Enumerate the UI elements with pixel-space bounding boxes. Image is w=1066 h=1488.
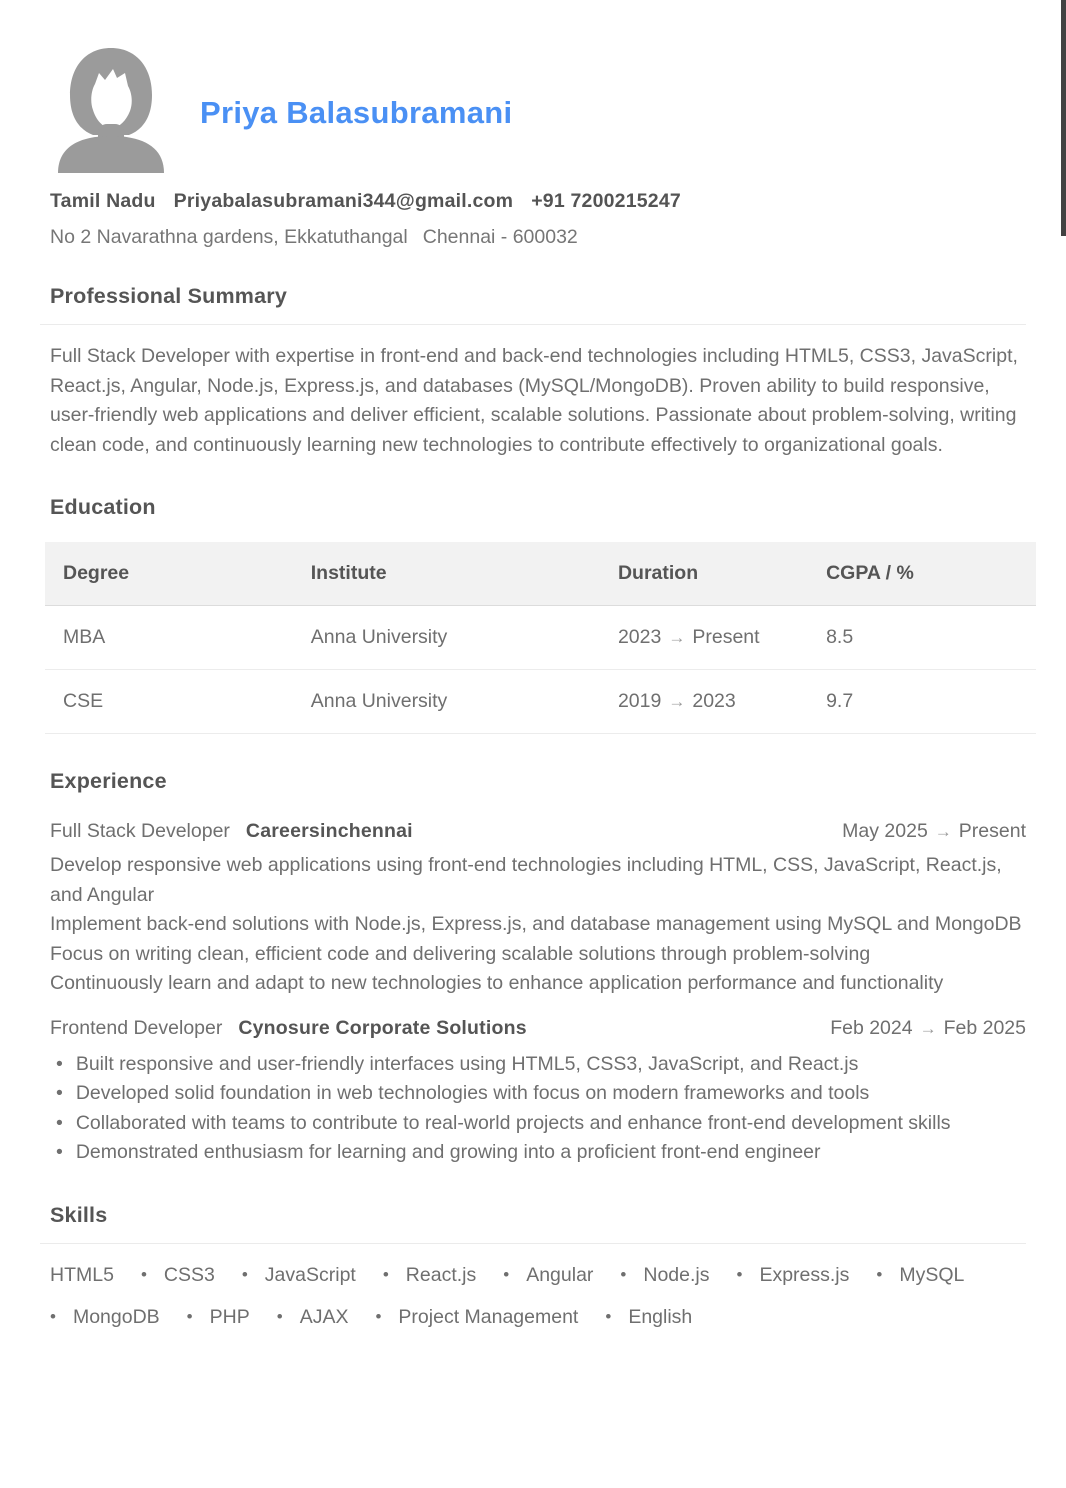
bullet-separator-icon: • — [503, 1265, 510, 1284]
bullet-icon: • — [56, 1141, 63, 1163]
skill-item — [141, 1264, 215, 1287]
job-line: Implement back-end solutions with Node.js, Express.js, and database management using MySQL and MongoDB — [50, 913, 1022, 935]
cgpa-cell: 9.7 — [826, 690, 854, 712]
summary-heading: Professional Summary — [50, 284, 288, 308]
education-header-row — [45, 542, 1036, 606]
skill-item — [242, 1264, 356, 1287]
duration-end: Present — [692, 626, 760, 648]
job-line: Continuously learn and adapt to new technologies to enhance application performance and functionality — [50, 972, 944, 994]
education-table — [45, 542, 1036, 734]
col-degree: Degree — [45, 542, 293, 606]
job-header — [50, 1017, 1026, 1040]
location-text: Tamil Nadu — [50, 190, 156, 212]
job-header — [50, 820, 1026, 843]
duration-start: 2023 — [617, 626, 662, 648]
bullet-separator-icon: • — [620, 1265, 627, 1284]
degree-cell: MBA — [63, 626, 106, 648]
job-role: Full Stack Developer — [50, 820, 230, 842]
skill-item — [375, 1306, 578, 1329]
skill-label: MongoDB — [72, 1305, 160, 1328]
email-text: Priyabalasubramani344@gmail.com — [173, 190, 514, 212]
duration-cell — [600, 670, 808, 734]
duration-start: 2019 — [617, 690, 662, 712]
job-company: Cynosure Corporate Solutions — [238, 1016, 527, 1039]
arrow-right-icon: → — [919, 1018, 937, 1038]
bullet-icon: • — [56, 1082, 63, 1104]
skill-label: React.js — [405, 1263, 477, 1286]
skill-item — [50, 1264, 114, 1287]
job-entry — [50, 820, 1026, 999]
col-institute: Institute — [293, 542, 600, 606]
job-line: Focus on writing clean, efficient code and delivering scalable solutions through problem-solving — [50, 942, 871, 965]
skill-label: English — [628, 1305, 693, 1328]
date-start: Feb 2024 — [830, 1016, 913, 1039]
bullet-separator-icon: • — [241, 1265, 248, 1284]
education-heading: Education — [50, 495, 156, 519]
col-duration: Duration — [600, 542, 808, 606]
skill-item — [605, 1306, 692, 1329]
col-cgpa: CGPA / % — [808, 542, 1036, 606]
summary-text: Full Stack Developer with expertise in front-end and back-end technologies including HTML5, CSS3, JavaScript, React.js, Angular, Node.js, Express.js, and databases (MySQL/MongoDB). Proven ability to build responsive, user-friendly web applications and deliver efficient, scalable solutions. Passionate about problem-solving, writing clean code, and continuously learning new technologies to contribute effectively to organizational goals. — [50, 345, 1018, 456]
date-start: May 2025 — [842, 820, 928, 842]
skill-label: Express.js — [759, 1263, 850, 1286]
bullet-text: Collaborated with teams to contribute to real-world projects and enhance front-end development skills — [75, 1111, 951, 1134]
scrollbar-thumb[interactable] — [1061, 0, 1066, 236]
skills-heading: Skills — [50, 1202, 108, 1227]
section-divider — [40, 1243, 1026, 1244]
job-entry — [50, 1017, 1026, 1168]
address-street: No 2 Navarathna gardens, Ekkatuthangal — [50, 226, 408, 248]
job-role: Frontend Developer — [50, 1016, 223, 1039]
duration-end: 2023 — [692, 690, 736, 712]
candidate-name: Priya Balasubramani — [200, 94, 513, 130]
bullet-separator-icon: • — [186, 1307, 193, 1326]
address-city: Chennai - 600032 — [422, 226, 578, 248]
address-line — [50, 226, 1026, 249]
bullet-item — [50, 1079, 1026, 1109]
degree-cell: CSE — [63, 690, 104, 712]
skill-label: MySQL — [899, 1263, 965, 1286]
experience-heading: Experience — [50, 769, 167, 793]
skill-label: Angular — [526, 1263, 594, 1286]
skill-item — [277, 1306, 349, 1329]
bullet-separator-icon: • — [276, 1307, 283, 1326]
skill-label: Project Management — [398, 1305, 579, 1328]
bullet-separator-icon: • — [375, 1307, 382, 1326]
bullet-separator-icon: • — [605, 1307, 612, 1326]
bullet-item — [50, 1050, 1026, 1080]
contact-line — [50, 190, 1026, 213]
skill-item — [620, 1264, 709, 1287]
job-company: Careersinchennai — [245, 820, 413, 842]
bullet-text: Built responsive and user-friendly interfaces using HTML5, CSS3, JavaScript, and React.js — [75, 1052, 859, 1075]
skill-item — [383, 1264, 476, 1287]
bullet-separator-icon: • — [140, 1265, 147, 1284]
date-end: Feb 2025 — [943, 1016, 1026, 1039]
arrow-right-icon: → — [934, 822, 952, 841]
skill-label: Node.js — [643, 1263, 710, 1286]
avatar-person-icon — [50, 40, 172, 173]
skill-item — [737, 1264, 850, 1287]
bullet-icon: • — [56, 1052, 63, 1075]
job-line: Develop responsive web applications using front-end technologies including HTML, CSS, JavaScript, React.js, and Angular — [50, 854, 1002, 906]
bullet-item — [50, 1138, 1026, 1168]
bullet-separator-icon: • — [876, 1265, 883, 1284]
arrow-right-icon: → — [668, 628, 686, 647]
skill-label: PHP — [209, 1305, 250, 1328]
institute-cell: Anna University — [310, 626, 448, 648]
date-end: Present — [958, 820, 1026, 842]
skill-item — [50, 1306, 160, 1329]
education-row — [45, 606, 1036, 670]
skill-label: CSS3 — [163, 1263, 215, 1286]
bullet-separator-icon: • — [50, 1307, 56, 1326]
resume-header — [50, 40, 1026, 173]
cgpa-cell: 8.5 — [826, 626, 854, 648]
skill-label: HTML5 — [50, 1263, 114, 1286]
bullet-item — [50, 1109, 1026, 1139]
job-description — [50, 851, 1026, 999]
job-bullet-list — [50, 1050, 1026, 1168]
bullet-separator-icon: • — [382, 1265, 389, 1284]
job-dates — [842, 820, 1026, 843]
skill-label: AJAX — [299, 1305, 349, 1328]
bullet-text: Demonstrated enthusiasm for learning and growing into a proficient front-end engineer — [75, 1141, 821, 1163]
skill-item — [876, 1264, 964, 1287]
bullet-separator-icon: • — [736, 1265, 743, 1284]
bullet-text: Developed solid foundation in web technologies with focus on modern frameworks and tools — [75, 1082, 870, 1104]
skills-list — [50, 1264, 1026, 1329]
skill-item — [503, 1264, 593, 1287]
arrow-right-icon: → — [668, 692, 686, 711]
bullet-icon: • — [56, 1111, 63, 1134]
section-divider — [40, 324, 1026, 325]
phone-text: +91 7200215247 — [531, 190, 681, 212]
skill-label: JavaScript — [264, 1263, 356, 1286]
duration-cell — [600, 606, 808, 670]
education-row — [45, 670, 1036, 734]
institute-cell: Anna University — [310, 690, 448, 712]
job-dates — [830, 1017, 1026, 1040]
skill-item — [187, 1306, 250, 1329]
